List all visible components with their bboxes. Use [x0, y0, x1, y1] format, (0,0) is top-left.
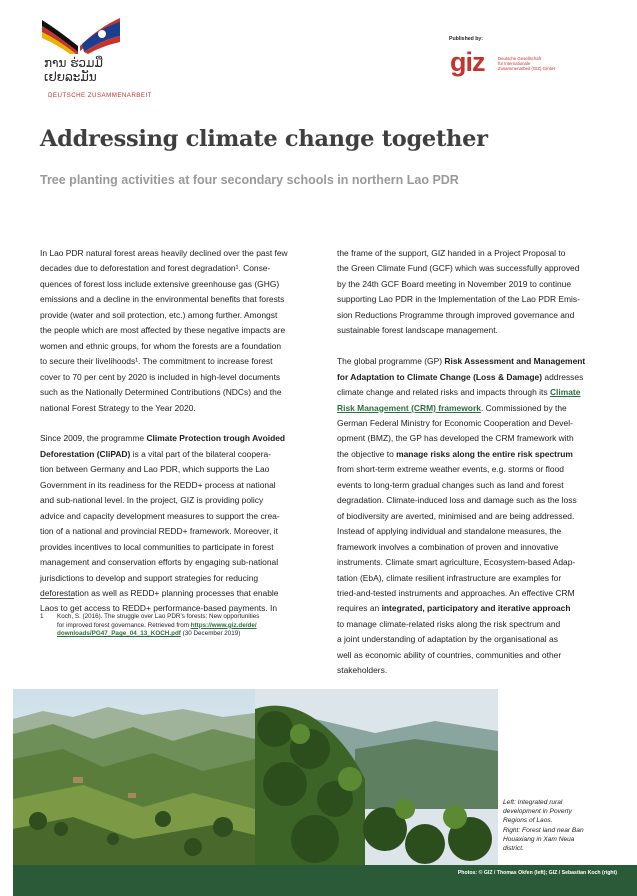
text-line: framework involves a combination of proven and innovative: [337, 541, 559, 552]
text-line: Government in its readiness for the REDD+ process at national: [40, 479, 276, 490]
forest-land-photo: [255, 689, 498, 865]
text-line: Instead of applying individual and standalone measures, the: [337, 526, 562, 537]
text-line: a joint understanding of adaptation by the organisational as: [337, 634, 558, 645]
text-line: tion of a national and provincial REDD+ framework. Moreover, it: [40, 526, 279, 537]
crm-framework-link[interactable]: Risk Management (CRM) framework: [337, 402, 481, 413]
text-run: addresses: [542, 371, 584, 382]
text-line: by the 24th GCF Board meeting in November 2019 to continue: [337, 278, 572, 289]
published-by-label: Published by:: [449, 36, 484, 42]
paragraph: [337, 246, 607, 339]
text-line: from short-term extreme weather events, e.g. storms or flood: [337, 464, 564, 475]
caption-line: development in Poverty: [503, 808, 572, 816]
footnote-link[interactable]: https://www.giz.de/de/: [190, 621, 257, 629]
text-line: provides incentives to local communities to participate in forest: [40, 541, 274, 552]
lao-script-logo-text: [44, 56, 164, 84]
page-subtitle: Tree planting activities at four secondary schools in northern Lao PDR: [40, 173, 459, 187]
text-line: the people which are most affected by these negative impacts are: [40, 325, 286, 336]
text-line: [40, 447, 310, 462]
text-line: stakeholders.: [337, 665, 388, 676]
caption-line: Regions of Laos.: [503, 817, 553, 825]
text-line: to secure their livelihoods¹. The commitment to increase forest: [40, 356, 273, 367]
text-line: the Green Climate Fund (GCF) which was successfully approved: [337, 263, 580, 274]
text-line: In Lao PDR natural forest areas heavily declined over the past few: [40, 248, 288, 258]
text-line: Laos to get access to REDD+ performance-based payments. In: [40, 603, 278, 614]
text-run: the objective to: [337, 448, 397, 459]
text-line: opment (BMZ), the GP has developed the CRM framework with: [337, 433, 574, 444]
text-line: supporting Lao PDR in the Implementation of the Lao PDR Emis-: [337, 294, 580, 305]
text-line: women and ethnic groups, for whom the forests are a foundation: [40, 340, 282, 351]
text-line: emissions and a decline in the environmental benefits that forests: [40, 294, 285, 305]
text-line: [337, 601, 607, 616]
paragraph: [40, 246, 310, 416]
text-line: national Forest Strategy to the Year 2020.: [40, 402, 196, 413]
text-line: well as economic ability of countries, communities and other: [337, 649, 562, 660]
paragraph: [337, 354, 607, 679]
text-line: and sub-national level. In the project, GIZ is providing policy: [40, 495, 264, 506]
giz-name-line: Deutsche Gesellschaft: [498, 56, 541, 61]
footnote-divider: [40, 598, 74, 599]
giz-full-name: [498, 56, 608, 71]
text-line: [337, 385, 607, 400]
caption-line: Houaxiang in Xam Neua: [503, 835, 575, 843]
lao-line-1: ການ ຮ່ວມມື: [44, 56, 103, 70]
bold-text: Risk Assessment and Management: [444, 356, 586, 367]
photo-caption: [503, 798, 584, 853]
text-line: [337, 447, 607, 462]
bold-text: integrated, participatory and iterative approach: [381, 603, 571, 614]
text-line: quences of forest loss include extensive greenhouse gas (GHG): [40, 278, 280, 289]
text-run: Since 2009, the programme: [40, 433, 147, 444]
footnote-line: [57, 630, 307, 639]
caption-line: Left: Integrated rural: [503, 799, 563, 806]
text-line: cover to 70 per cent by 2020 is included in high-level documents: [40, 371, 281, 382]
text-run: . Commissioned by the: [480, 402, 567, 413]
bold-text: Deforestation (CliPAD): [40, 448, 131, 459]
bold-text: manage risks along the entire risk spectrum: [396, 448, 573, 459]
text-line: such as the Nationally Determined Contributions (NDCs) and the: [40, 387, 282, 398]
text-line: sustainable forest landscape management.: [337, 325, 498, 336]
crm-framework-link[interactable]: Climate: [549, 387, 581, 398]
lao-line-2: ເຢຍລະມັນ: [44, 70, 97, 84]
text-run: requires an: [337, 603, 382, 614]
text-run: is a vital part of the bilateral coopera-: [130, 448, 272, 459]
left-text-column: [40, 246, 310, 632]
text-line: of biodiversity are averted, minimised and are being addressed.: [337, 510, 575, 521]
footnote-line: [57, 622, 307, 631]
giz-logo: giz: [450, 47, 485, 77]
footnote-line: Koch, S. (2016). The struggle over Lao PDR’s forests: New opportunities: [57, 613, 260, 620]
page-title: Addressing climate change together: [40, 126, 488, 152]
text-line: [337, 370, 607, 385]
caption-line: district.: [503, 845, 524, 853]
footnote-number: 1: [40, 613, 44, 620]
text-run: (30 December 2019): [180, 630, 241, 638]
caption-line: Right: Forest land near Ban: [503, 826, 584, 834]
text-run: The global programme (GP): [337, 356, 445, 367]
text-line: [337, 354, 607, 369]
text-run: climate change and related risks and impacts through its: [337, 387, 550, 398]
text-run: for improved forest governance. Retrieved from: [57, 621, 191, 629]
footnote-link[interactable]: downloads/PG47_Page_04_13_KOCH.pdf: [57, 630, 181, 638]
text-line: advice and capacity development measures to support the crea-: [40, 510, 280, 521]
photo-credits: Photos: © GIZ / Thomas Okfen (left); GIZ / Sebastian Koch (right): [457, 870, 617, 876]
text-line: sion Reductions Programme through improved governance and: [337, 309, 575, 320]
text-line: decades due to deforestation and forest degradation¹. Conse-: [40, 263, 271, 274]
bold-text: for Adaptation to Climate Change (Loss & Damage): [337, 371, 543, 382]
german-lao-flag-logo: [40, 14, 122, 54]
text-line: provide (water and soil protection, etc.) among further. Amongst: [40, 309, 278, 320]
text-line: German Federal Ministry for Economic Cooperation and Devel-: [337, 417, 573, 428]
text-line: tation (EbA), climate resilient infrastructure are examples for: [337, 572, 562, 583]
text-line: management and conservation efforts by engaging sub-national: [40, 557, 279, 568]
footnote-text: [57, 613, 307, 639]
paragraph: [40, 431, 310, 616]
text-line: [337, 401, 607, 416]
rural-landscape-photo: [13, 689, 255, 865]
text-line: degradation. Climate-induced loss and damage such as the loss: [337, 495, 577, 506]
bold-text: Climate Protection trough Avoided: [146, 433, 286, 444]
text-line: to manage climate-related risks along the risk spectrum and: [337, 618, 561, 629]
text-line: jurisdictions to develop and support strategies for reducing: [40, 572, 259, 583]
text-line: tried-and-tested instruments and approaches. An effective CRM: [337, 587, 575, 598]
text-line: the frame of the support, GIZ handed in a Project Proposal to: [337, 248, 566, 258]
giz-name-line: für Internationale: [498, 61, 531, 66]
text-line: events to long-term gradual changes such as land and forest: [337, 479, 564, 490]
text-line: deforestation as well as REDD+ planning processes that enable: [40, 587, 279, 598]
text-line: instruments. Climate smart agriculture, Ecosystem-based Adap-: [337, 557, 576, 568]
text-line: [40, 431, 310, 446]
right-text-column: [337, 246, 607, 694]
giz-name-line: Zusammenarbeit (GIZ) GmbH: [498, 66, 556, 71]
text-line: tion between Germany and Lao PDR, which supports the Lao: [40, 464, 270, 475]
cooperation-label: DEUTSCHE ZUSAMMENARBEIT: [48, 92, 152, 99]
